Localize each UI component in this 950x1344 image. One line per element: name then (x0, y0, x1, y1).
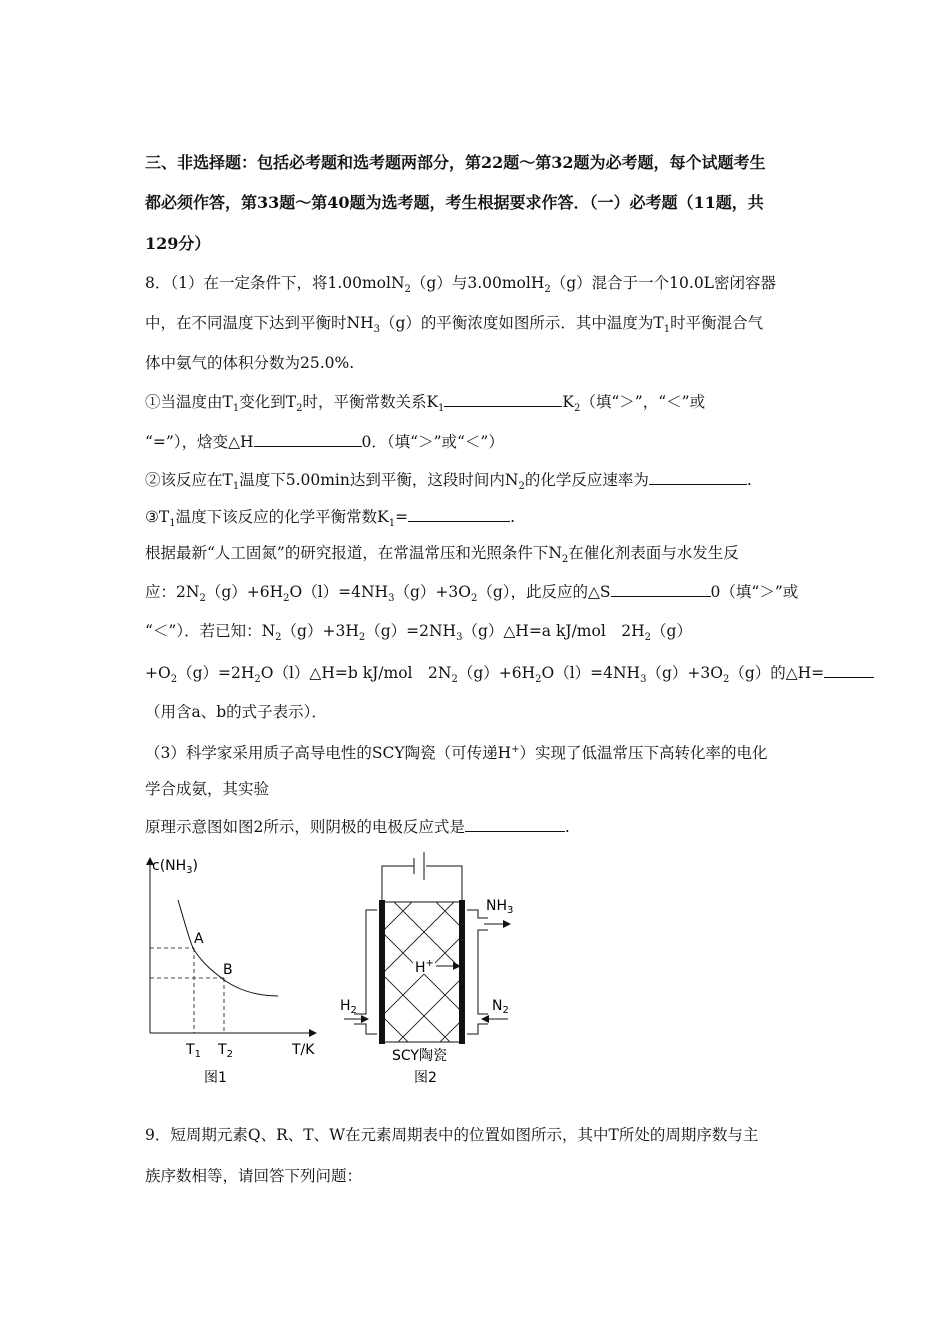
fig1-point-a: A (194, 931, 204, 947)
q9-line-2: 族序数相等，请回答下列问题： (145, 1167, 363, 1185)
fig1-point-b: B (223, 962, 233, 978)
q8-line-3: 体中氨气的体积分数为25.0%. (145, 354, 355, 372)
fig1-ylabel: $c(NH_3)$ (152, 858, 199, 876)
section-header-line-1: 三、非选择题：包括必考题和选考题两部分，第22题～第32题为必考题，每个试题考生 (145, 153, 766, 172)
section-header-line-2: 都必须作答，第33题～第40题为选考题，考生根据要求作答．（一）必考题（11题，共 (145, 193, 764, 212)
q8-line-14: 学合成氨，其实验 (145, 780, 270, 798)
fig2-electrode-left (379, 900, 385, 1044)
fig2-housing-right-lower (467, 1024, 488, 1034)
fig2-housing-left-lower (354, 1024, 377, 1034)
fig1-t2-label: $T_2$ (218, 1042, 233, 1060)
q8-line-7: $③T_1$温度下该反应的化学平衡常数$K_1=$ . (145, 508, 516, 530)
q8-line-2: 中，在不同温度下达到平衡时$NH_3(g)$的平衡浓度如图所示．其中温度为$T_1$时平衡混合气 (145, 314, 764, 336)
q8-line-13: （3）科学家采用质子高导电性的SCY陶瓷（可传递H+）实现了低温常压下高转化率的电化 (145, 744, 768, 763)
fig2-n2-label: $N_2$ (492, 998, 509, 1016)
fig1-caption: 图1 (204, 1070, 227, 1086)
q8-line-5: “=”），焓变△H 0．（填“＞”或“＜”） (145, 433, 504, 451)
answer-blank-entropy[interactable] (611, 581, 711, 597)
answer-blank-cathode[interactable] (465, 816, 565, 832)
fig2-housing-right-middle (478, 930, 488, 1014)
q8-line-12: （用含a、b的式子表示）． (145, 703, 327, 721)
q9-line-1: 9．短周期元素Q、R、T、W在元素周期表中的位置如图所示，其中T所处的周期序数与主 (145, 1126, 759, 1144)
fig1-xlabel: T/K (292, 1042, 315, 1058)
q8-line-6: ②该反应在$T_1$温度下5.00min达到平衡，这段时间内$N_2$的化学反应速率为 . (145, 471, 752, 493)
answer-blank-rate[interactable] (649, 469, 747, 485)
fig2-h2-label: $H_2$ (340, 998, 357, 1016)
fig1-t1-label: $T_1$ (186, 1042, 201, 1060)
q8-line-9: 应：$2N_2(g)+6H_2O(l)=4NH_3(g)+3O_2(g)$，此反应的△S 0（填“＞”或 (145, 583, 799, 605)
section-header-line-3: 129分） (145, 234, 211, 253)
fig2-electrode-right (459, 900, 465, 1044)
answer-blank-k-relation[interactable] (444, 391, 562, 407)
fig2-hplus-label: H+ (415, 958, 434, 976)
fig2-housing-right-upper (467, 910, 488, 918)
figures (130, 848, 530, 1098)
figures-svg (130, 848, 530, 1098)
fig2-housing-left-upper (354, 910, 377, 1014)
q8-line-15: 原理示意图如图2所示，则阴极的电极反应式是 . (145, 818, 570, 836)
q8-line-10: “＜”）．若已知：$N_2(g)+3H_2(g)=2NH_3(g)\triangle H=a$ kJ/mol $2H_2(g)$ (145, 622, 692, 644)
q8-line-1: 8．（1）在一定条件下，将1.00molN$_2$（g）与3.00molH$_2$（g）混合于一个10.0L密闭容器 (145, 274, 776, 296)
fig2-scy-label: SCY陶瓷 (392, 1048, 447, 1064)
answer-blank-delta-h[interactable] (824, 662, 874, 678)
answer-blank-k1[interactable] (408, 506, 510, 522)
q8-line-4: ①当温度由$T_1$变化到$T_2$时，平衡常数关系$K_1$ $K_2$（填“＞”，“＜”或 (145, 393, 706, 415)
figure-2 (340, 852, 513, 1086)
fig2-wire-left (382, 866, 414, 902)
fig2-caption: 图2 (414, 1070, 437, 1086)
fig2-wire-right (426, 866, 462, 902)
answer-blank-enthalpy[interactable] (254, 431, 362, 447)
figure-1 (150, 858, 316, 1086)
q8-line-8: 根据最新“人工固氮”的研究报道，在常温常压和光照条件下$N_2$在催化剂表面与水发生反 (145, 544, 739, 566)
q8-line-11: $+O_2(g)=2H_2O(l)\triangle H=b$ kJ/mol $2N_2(g)+6H_2O(l)=4NH_3(g)+3O_2(g)$的△H= (145, 662, 874, 690)
fig2-nh3-label: $NH_3$ (486, 898, 514, 916)
